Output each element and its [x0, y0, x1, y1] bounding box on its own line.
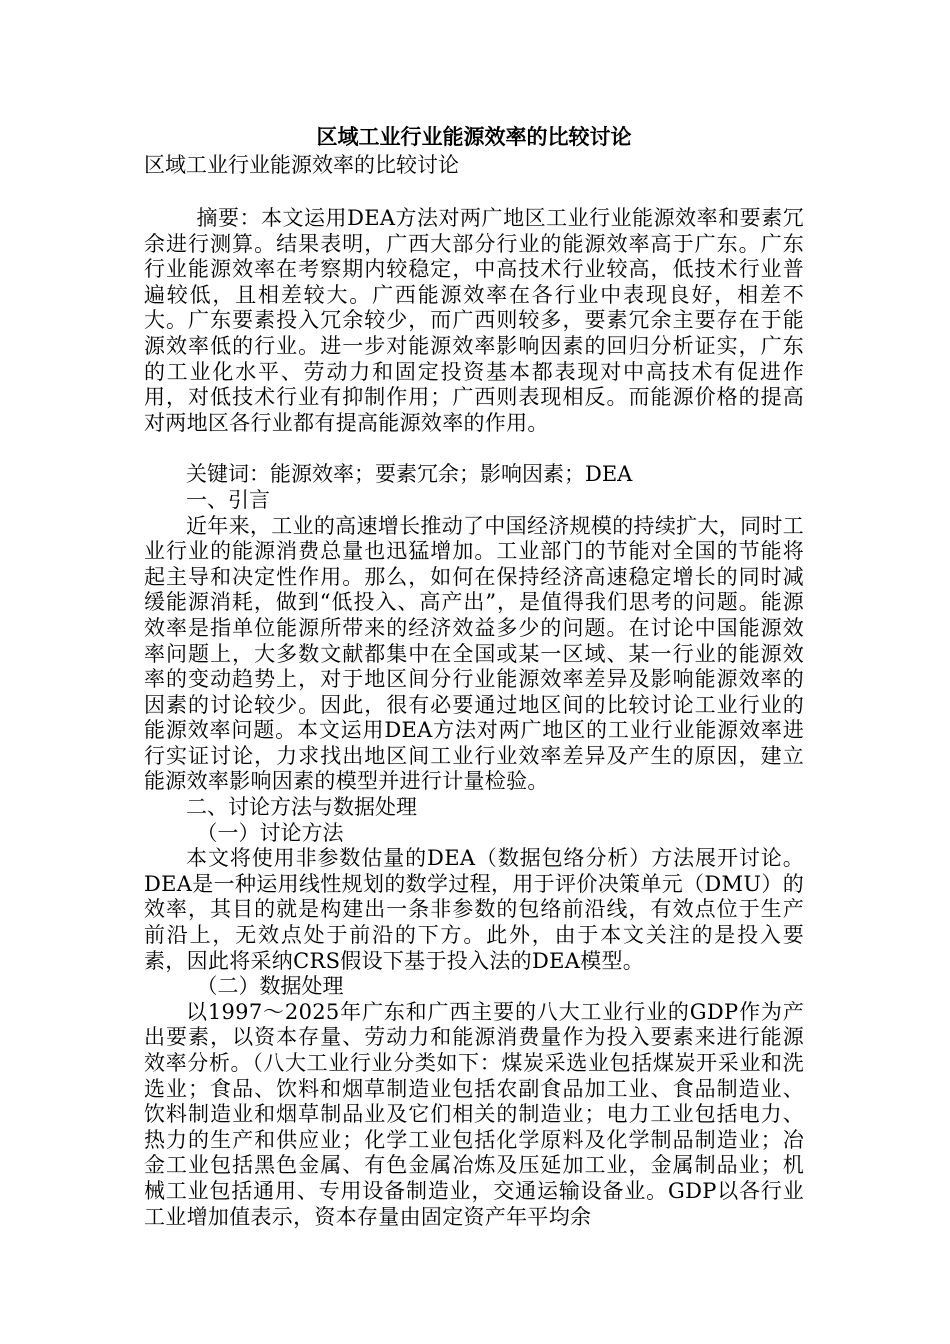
document-title: 区域工业行业能源效率的比较讨论	[316, 124, 632, 149]
subsection-heading-data-processing: （二）数据处理	[196, 974, 344, 999]
subsection-heading-methods: （一）讨论方法	[196, 820, 344, 845]
data-processing-paragraph: 以1997～2025年广东和广西主要的八大工业行业的GDP作为产出要素，以资本存量、劳动力和能源消费量作为投入要素来进行能源效率分析。（八大工业行业分类如下：煤炭采选业包括煤炭开采业和洗选业；食品、饮料和烟草制造业包括农副食品加工业、食品制造业、饮料制造业和烟草制品业及它们相关的制造业；电力工业包括电力、热力的生产和供应业；化学工业包括化学原料及化学制品制造业；冶金工业包括黑色金属、有色金属冶炼及压延加工业，金属制品业；机械工业包括通用、专用设备制造业，交通运输设备业。GDP以各行业工业增加值表示，资本存量由固定资产年平均余	[144, 999, 804, 1229]
section-heading-methods-data: 二、讨论方法与数据处理	[186, 795, 417, 820]
abstract-paragraph: 摘要：本文运用DEA方法对两广地区工业行业能源效率和要素冗余进行测算。结果表明，广西大部分行业的能源效率高于广东。广东行业能源效率在考察期内较稳定，中高技术行业较高，低技术行业普遍较低，且相差较大。广西能源效率在各行业中表现良好，相差不大。广东要素投入冗余较少，而广西则较多，要素冗余主要存在于能源效率低的行业。进一步对能源效率影响因素的回归分析证实，广东的工业化水平、劳动力和固定投资基本都表现对中高技术有促进作用，对低技术行业有抑制作用；广西则表现相反。而能源价格的提高对两地区各行业都有提高能源效率的作用。	[144, 206, 804, 435]
document-content	[144, 122, 804, 1230]
section-heading-introduction: 一、引言	[186, 487, 270, 512]
introduction-paragraph: 近年来，工业的高速增长推动了中国经济规模的持续扩大，同时工业行业的能源消费总量也迅猛增加。工业部门的节能对全国的节能将起主导和决定性作用。那么，如何在保持经济高速稳定增长的同时减缓能源消耗，做到“低投入、高产出”，是值得我们思考的问题。能源效率是指单位能源所带来的经济效益多少的问题。在讨论中国能源效率问题上，大多数文献都集中在全国或某一区域、某一行业的能源效率的变动趋势上，对于地区间分行业能源效率差异及影响能源效率的因素的讨论较少。因此，很有必要通过地区间的比较讨论工业行业的能源效率问题。本文运用DEA方法对两广地区的工业行业能源效率进行实证讨论，力求找出地区间工业行业效率差异及产生的原因，建立能源效率影响因素的模型并进行计量检验。	[144, 513, 804, 794]
spacer	[144, 436, 804, 462]
methods-paragraph: 本文将使用非参数估量的DEA（数据包络分析）方法展开讨论。DEA是一种运用线性规划的数学过程，用于评价决策单元（DMU）的效率，其目的就是构建出一条非参数的包络前沿线，有效点位于生产前沿上，无效点处于前沿的下方。此外，由于本文关注的是投入要素，因此将采纳CRS假设下基于投入法的DEA模型。	[144, 846, 804, 973]
keywords-line: 关键词：能源效率；要素冗余；影响因素；DEA	[186, 462, 633, 487]
spacer	[144, 180, 804, 206]
document-subtitle: 区域工业行业能源效率的比较讨论	[144, 153, 459, 177]
